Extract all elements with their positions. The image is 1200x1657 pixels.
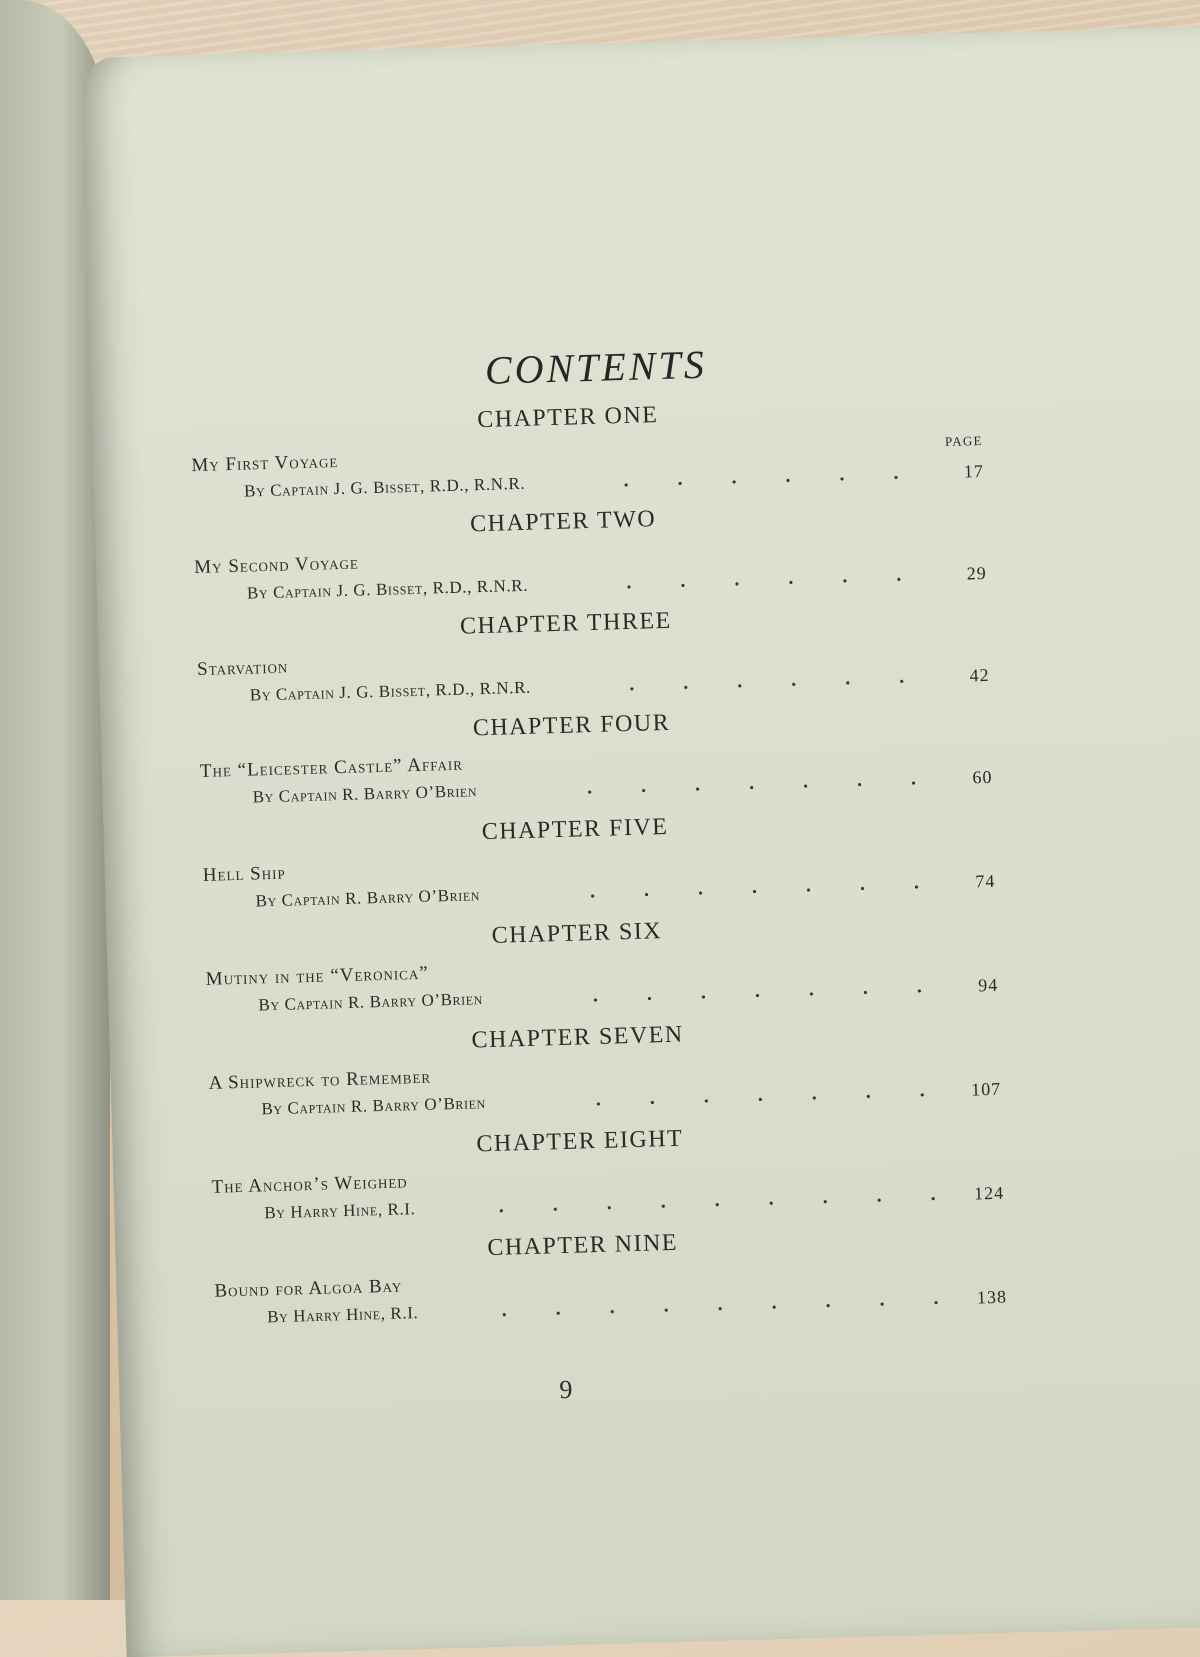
page-column-label: PAGE [944, 433, 983, 450]
page-title: CONTENTS [484, 341, 708, 393]
chapter-page-number: 29 [966, 562, 988, 584]
chapter-title: Hell Ship [202, 862, 286, 886]
chapter-page-number: 60 [972, 766, 993, 788]
chapter-page-number: 74 [975, 870, 996, 892]
chapter-author: By Captain J. G. Bisset, R.D., R.N.R. [246, 575, 529, 603]
chapter-heading: CHAPTER SIX [491, 918, 663, 949]
dot-leader [474, 1196, 949, 1213]
chapter-page-number: 124 [973, 1182, 1005, 1204]
chapter-title: Bound for Algoa Bay [214, 1275, 403, 1302]
dot-leader [477, 1300, 952, 1317]
chapter-title: The “Leicester Castle” Affair [199, 753, 464, 782]
chapter-title: A Shipwreck to Remember [208, 1066, 432, 1094]
dot-leader [563, 780, 938, 794]
chapter-heading: CHAPTER EIGHT [476, 1125, 684, 1158]
dot-leader [568, 988, 943, 1002]
chapter-title: My Second Voyage [193, 552, 360, 579]
dot-leader [602, 576, 932, 589]
chapter-author: By Captain J. G. Bisset, R.D., R.N.R. [243, 473, 526, 501]
chapter-title: Mutiny in the “Veronica” [205, 962, 429, 990]
chapter-page-number: 17 [963, 460, 985, 482]
chapter-title: The Anchor’s Weighed [211, 1171, 408, 1198]
chapter-page-number: 94 [977, 974, 999, 996]
dot-leader [599, 475, 929, 488]
chapter-author: By Harry Hine, R.I. [266, 1303, 419, 1327]
chapter-heading: CHAPTER ONE [476, 402, 659, 434]
chapter-author: By Captain R. Barry O’Brien [258, 989, 484, 1015]
dot-leader [571, 1092, 946, 1106]
chapter-heading: CHAPTER THREE [459, 607, 673, 640]
chapter-heading: CHAPTER FIVE [481, 813, 669, 846]
chapter-author: By Harry Hine, R.I. [264, 1199, 416, 1223]
chapter-heading: CHAPTER SEVEN [471, 1021, 685, 1054]
chapter-author: By Captain R. Barry O’Brien [252, 781, 478, 807]
dot-leader [566, 884, 941, 898]
chapter-author: By Captain J. G. Bisset, R.D., R.N.R. [249, 677, 532, 705]
chapter-heading: CHAPTER TWO [469, 506, 657, 538]
chapter-heading: CHAPTER NINE [487, 1229, 679, 1262]
chapter-author: By Captain R. Barry O’Brien [261, 1093, 487, 1119]
chapter-page-number: 107 [970, 1078, 1002, 1100]
folio-page-number: 9 [558, 1374, 573, 1405]
contents-page [82, 26, 1200, 1657]
chapter-heading: CHAPTER FOUR [472, 709, 671, 742]
chapter-author: By Captain R. Barry O’Brien [255, 885, 481, 911]
chapter-title: My First Voyage [191, 451, 339, 477]
chapter-page-number: 42 [969, 664, 990, 686]
chapter-page-number: 138 [976, 1286, 1008, 1308]
dot-leader [605, 678, 935, 691]
chapter-title: Starvation [196, 656, 289, 681]
